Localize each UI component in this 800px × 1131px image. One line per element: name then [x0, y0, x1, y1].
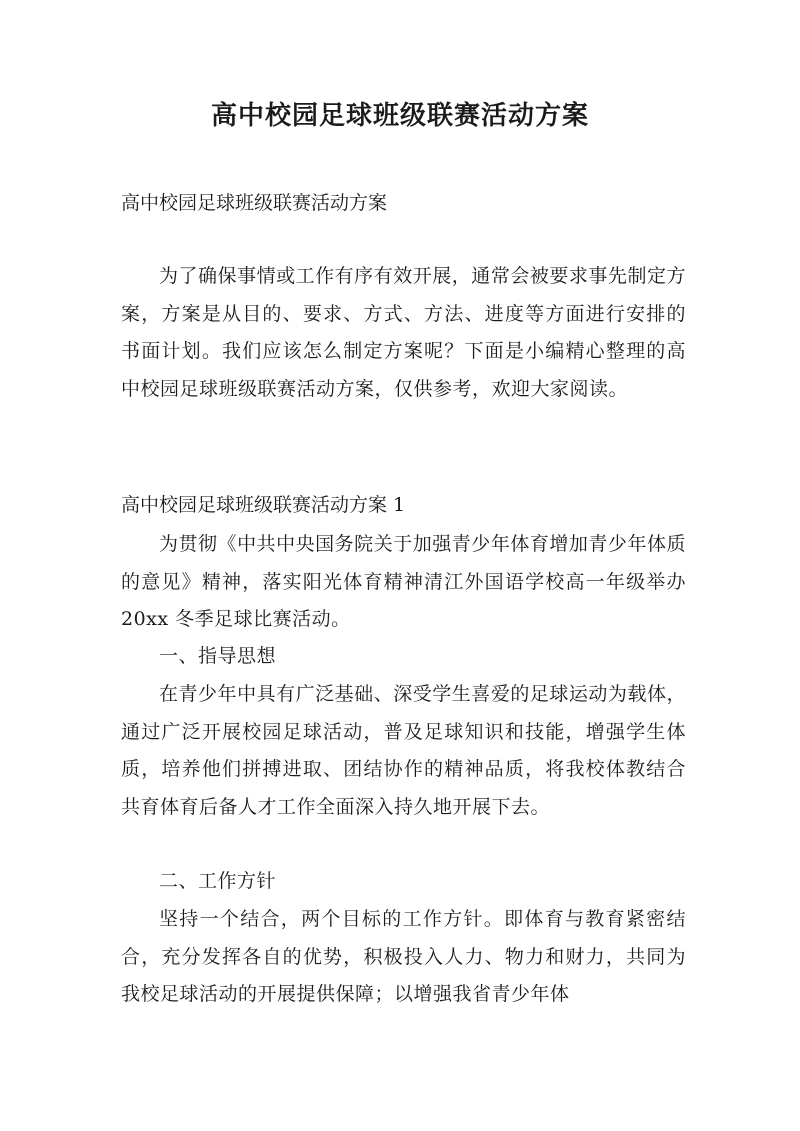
guide-paragraph: 在青少年中具有广泛基础、深受学生喜爱的足球运动为载体，通过广泛开展校园足球活动，普及足球知识和技能，增强学生体质，培养他们拼搏进取、团结协作的精神品质，将我校体教结合共育体育后备人才工作全面深入持久地开展下去。 [121, 683, 686, 818]
document-title: 高中校园足球班级联赛活动方案 [210, 101, 589, 131]
document-subtitle: 高中校园足球班级联赛活动方案 [121, 192, 388, 214]
guide-heading: 一、指导思想 [159, 645, 277, 667]
section-1-opening-paragraph: 为贯彻《中共中央国务院关于加强青少年体育增加青少年体质的意见》精神，落实阳光体育精神清江外国语学校高一年级举办 20xx 冬季足球比赛活动。 [121, 533, 686, 630]
section-1-title: 高中校园足球班级联赛活动方案 1 [121, 494, 406, 516]
policy-paragraph: 坚持一个结合，两个目标的工作方针。即体育与教育紧密结合，充分发挥各自的优势，积极投入人力、物力和财力，共同为我校足球活动的开展提供保障；以增强我省青少年体 [121, 908, 686, 1005]
policy-heading: 二、工作方针 [159, 870, 277, 892]
intro-paragraph: 为了确保事情或工作有序有效开展，通常会被要求事先制定方案，方案是从目的、要求、方式、方法、进度等方面进行安排的书面计划。我们应该怎么制定方案呢？下面是小编精心整理的高中校园足球班级联赛活动方案，仅供参考，欢迎大家阅读。 [121, 265, 686, 400]
